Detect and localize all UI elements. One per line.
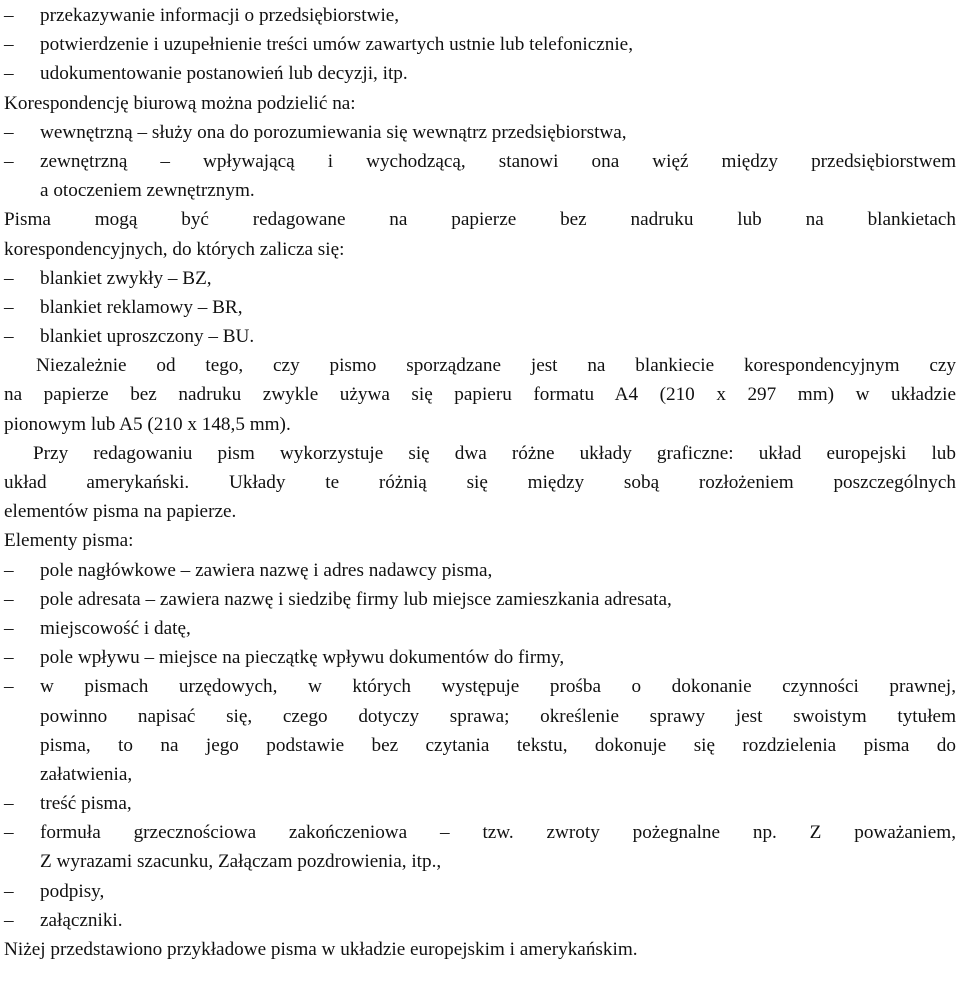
list-item-text: blankiet uproszczony – BU.	[40, 326, 255, 348]
paragraph-niezaleznie-line: Niezależnie od tego, czy pismo sporządzane jest na blankiecie korespondencyjnym czy	[36, 355, 956, 377]
list-item-text: pole adresata – zawiera nazwę i siedzibę firmy lub miejsce zamieszkania adresata,	[40, 588, 672, 610]
list-item-text: potwierdzenie i uzupełnienie treści umów zawartych ustnie lub telefonicznie,	[40, 34, 633, 56]
dash-bullet: –	[4, 647, 14, 669]
list-item	[4, 264, 956, 293]
paragraph-pisma-line: korespondencyjnych, do których zalicza się:	[4, 238, 345, 260]
paragraph-korespondencja: Korespondencję biurową można podzielić na:	[4, 92, 356, 114]
list-item	[4, 818, 956, 876]
list-item	[4, 118, 956, 147]
dash-bullet: –	[4, 267, 14, 289]
list-item-text: podpisy,	[40, 880, 105, 902]
dash-bullet: –	[4, 909, 14, 931]
list-item	[4, 556, 956, 585]
dash-bullet: –	[4, 326, 14, 348]
dash-bullet: –	[4, 822, 14, 844]
dash-bullet: –	[4, 559, 14, 581]
paragraph-uklady-line: elementów pisma na papierze.	[4, 501, 237, 523]
list-item-text: przekazywanie informacji o przedsiębiorstwie,	[40, 5, 400, 26]
dash-bullet: –	[4, 5, 14, 26]
dash-bullet: –	[4, 617, 14, 639]
dash-bullet: –	[4, 676, 14, 698]
paragraph-niezaleznie-line: pionowym lub A5 (210 x 148,5 mm).	[4, 413, 291, 435]
list-item-text: w pismach urzędowych, w których występuje prośba o dokonanie czynności prawnej,	[40, 676, 956, 698]
list-item-text: treść pisma,	[40, 793, 132, 815]
list-item	[4, 59, 956, 88]
dash-bullet: –	[4, 34, 14, 56]
list-item-text: Z wyrazami szacunku, Załączam pozdrowienia, itp.,	[40, 851, 442, 873]
list-item-text: pisma, to na jego podstawie bez czytania tekstu, dokonuje się rozdzielenia pisma do	[40, 734, 956, 756]
list-item-text: pole nagłówkowe – zawiera nazwę i adres nadawcy pisma,	[40, 559, 493, 581]
list-item-text: pole wpływu – miejsce na pieczątkę wpływu dokumentów do firmy,	[40, 647, 565, 669]
paragraph-niezaleznie-line: na papierze bez nadruku zwykle używa się papieru formatu A4 (210 x 297 mm) w układzie	[4, 384, 956, 406]
list-item	[4, 585, 956, 614]
list-item-text: a otoczeniem zewnętrznym.	[40, 180, 255, 202]
paragraph-uklady-line: Przy redagowaniu pism wykorzystuje się dwa różne układy graficzne: układ europejski lub	[33, 442, 956, 464]
dash-bullet: –	[4, 588, 14, 610]
dash-bullet: –	[4, 121, 14, 143]
paragraph-closing: Niżej przedstawiono przykładowe pisma w układzie europejskim i amerykańskim.	[4, 939, 638, 960]
list-item-text: formuła grzecznościowa zakończeniowa – tzw. zwroty pożegnalne np. Z poważaniem,	[40, 822, 956, 844]
paragraph-pisma-line: Pisma mogą być redagowane na papierze bez nadruku lub na blankietach	[4, 209, 956, 231]
list-item	[4, 789, 956, 818]
list-item	[4, 1, 956, 30]
list-item	[4, 322, 956, 351]
paragraph-uklady-line: układ amerykański. Układy te różnią się między sobą rozłożeniem poszczególnych	[4, 472, 956, 493]
list-item-text: wewnętrzną – służy ona do porozumiewania się wewnątrz przedsiębiorstwa,	[40, 121, 627, 143]
dash-bullet: –	[4, 880, 14, 902]
list-item	[4, 30, 956, 59]
list-item-text: miejscowość i datę,	[40, 617, 191, 639]
list-item	[4, 906, 956, 935]
list-item-text: załatwienia,	[40, 763, 133, 785]
list-item	[4, 643, 956, 672]
list-item	[4, 877, 956, 906]
dash-bullet: –	[4, 63, 14, 85]
list-item-text: powinno napisać się, czego dotyczy sprawa; określenie sprawy jest swoistym tytułem	[40, 705, 956, 727]
dash-bullet: –	[4, 296, 14, 318]
list-item-text: udokumentowanie postanowień lub decyzji, itp.	[40, 63, 408, 85]
document-page	[4, 1, 956, 964]
list-item	[4, 147, 956, 205]
list-item-text: załączniki.	[40, 909, 123, 931]
list-item-text: blankiet reklamowy – BR,	[40, 296, 243, 318]
list-item-text: blankiet zwykły – BZ,	[40, 267, 212, 289]
dash-bullet: –	[4, 150, 14, 172]
list-item-text: zewnętrzną – wpływającą i wychodzącą, stanowi ona więź między przedsiębiorstwem	[40, 150, 956, 172]
list-item	[4, 614, 956, 643]
dash-bullet: –	[4, 793, 14, 815]
list-item	[4, 293, 956, 322]
list-item	[4, 672, 956, 789]
paragraph-elementy: Elementy pisma:	[4, 530, 134, 552]
